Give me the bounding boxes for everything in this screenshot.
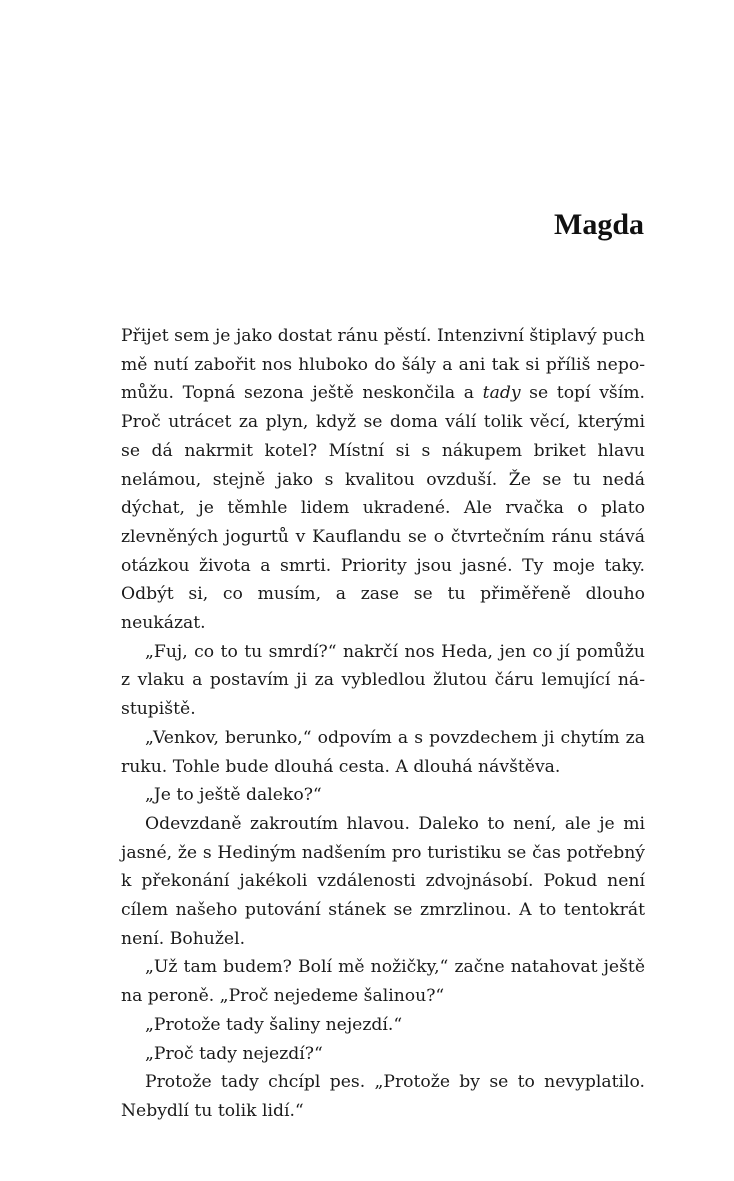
chapter-title: Magda [554, 208, 644, 241]
paragraph-text: Přijet sem je jako dostat ránu pěstí. Intenzivní štiplavý puch mě nutí zabořit nos hluboko do šály a ani tak si příliš nepomůžu. Topná sezona ještě neskončila a [121, 326, 645, 404]
paragraph [121, 322, 645, 638]
paragraph: „Protože tady šaliny nejezdí.“ [145, 1014, 403, 1035]
paragraph: „Venkov, berunko,“ odpovím a s povzdechem ji chytím za ruku. Tohle bude dlouhá cesta. A dlouhá návštěva. [121, 727, 645, 777]
paragraph: Odevzdaně zakroutím hlavou. Daleko to není, ale je mi jasné, že s Hediným nadšením pro turistiku se čas potřebný k překonání jakékoli vzdálenosti zdvojnásobí. Pokud není cílem našeho putování stánek se zmrzlinou. A to tentokrát není. Bohužel. [121, 813, 645, 949]
chapter-body [121, 322, 645, 1126]
paragraph: „Fuj, co to tu smrdí?“ nakrčí nos Heda, jen co jí pomůžu z vlaku a postavím ji za vybledlou žlutou čáru lemující nástupiště. [121, 641, 645, 720]
paragraph: „Už tam budem? Bolí mě nožičky,“ začne natahovat ještě na peroně. „Proč nejedeme šalinou?“ [121, 957, 645, 1007]
paragraph: „Je to ještě daleko?“ [145, 785, 322, 806]
paragraph: Protože tady chcípl pes. „Protože by se to nevyplatilo. Nebydlí tu tolik lidí.“ [121, 1072, 645, 1121]
paragraph-text: se topí vším. Proč utrácet za plyn, když se doma válí tolik věcí, kterými se dá nakrmit kotel? Místní si s nákupem briket hlavu nelámou, stejně jako s kvalitou ovzduší. Že se tu nedá dýchat, je těmhle lidem ukradené. Ale rvačka o plato zlevněných jogurtů v Kauflandu se o čtvrtečním ránu stává otázkou života a smrti. Priority jsou jasné. Ty moje taky. Odbýt si, co musím, a zase se tu přiměřeně dlouho neukázat. [121, 383, 645, 634]
paragraph: „Proč tady nejezdí?“ [145, 1043, 323, 1064]
emphasized-word: tady [482, 383, 521, 404]
